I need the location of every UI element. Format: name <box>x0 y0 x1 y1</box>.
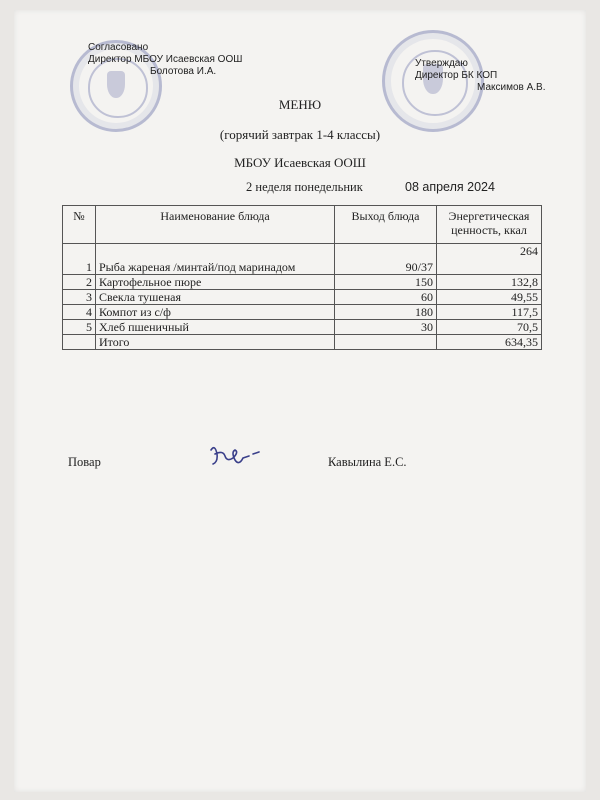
row-number: 5 <box>63 320 96 335</box>
page-subtitle: (горячий завтрак 1-4 классы) <box>219 127 381 142</box>
dish-energy: 264 <box>437 244 542 275</box>
dish-output: 60 <box>335 290 437 305</box>
column-header-number: № <box>63 206 96 244</box>
row-number: 4 <box>63 305 96 320</box>
school-name: МБОУ Исаевская ООШ <box>234 155 366 170</box>
dish-output: 150 <box>335 275 437 290</box>
column-header-output: Выход блюда <box>335 206 437 244</box>
total-energy: 634,35 <box>437 335 542 350</box>
approval-right-heading: Утверждаю <box>415 58 468 69</box>
table-row <box>63 244 542 275</box>
approval-right-name: Максимов А.В. <box>477 82 546 93</box>
cook-name: Кавылина Е.С. <box>328 455 407 469</box>
row-number: 3 <box>63 290 96 305</box>
table-header-row <box>63 206 542 244</box>
table-row <box>63 290 542 305</box>
dish-output: 90/37 <box>335 244 437 275</box>
menu-table <box>62 205 542 350</box>
dish-energy: 117,5 <box>437 305 542 320</box>
dish-name: Рыба жареная /минтай/под маринадом <box>96 244 335 275</box>
dish-output: 180 <box>335 305 437 320</box>
total-empty-cell <box>335 335 437 350</box>
approval-right <box>415 58 546 94</box>
cook-label: Повар <box>68 455 101 469</box>
row-number: 2 <box>63 275 96 290</box>
approval-right-position: Директор БК КОП <box>415 70 498 81</box>
page-title: МЕНЮ <box>278 97 322 112</box>
dish-name: Свекла тушеная <box>96 290 335 305</box>
approval-left-position: Директор МБОУ Исаевская ООШ <box>88 54 243 65</box>
approval-left-name: Болотова И.А. <box>150 66 217 77</box>
column-header-dish: Наименование блюда <box>96 206 335 244</box>
table-total-row <box>63 335 542 350</box>
cook-signature <box>205 440 265 472</box>
dish-energy: 132,8 <box>437 275 542 290</box>
total-label: Итого <box>96 335 335 350</box>
dish-energy: 49,55 <box>437 290 542 305</box>
dish-name: Компот из с/ф <box>96 305 335 320</box>
table-row <box>63 275 542 290</box>
row-number: 1 <box>63 244 96 275</box>
total-empty-cell <box>63 335 96 350</box>
table-row <box>63 320 542 335</box>
column-header-energy: Энергетическая ценность, ккал <box>437 206 542 244</box>
dish-name: Картофельное пюре <box>96 275 335 290</box>
menu-date: 08 апреля 2024 <box>405 180 495 194</box>
approval-left <box>88 42 242 78</box>
dish-energy: 70,5 <box>437 320 542 335</box>
table-row <box>63 305 542 320</box>
week-day: 2 неделя понедельник <box>246 180 363 194</box>
dish-name: Хлеб пшеничный <box>96 320 335 335</box>
dish-output: 30 <box>335 320 437 335</box>
approval-left-heading: Согласовано <box>88 42 149 53</box>
